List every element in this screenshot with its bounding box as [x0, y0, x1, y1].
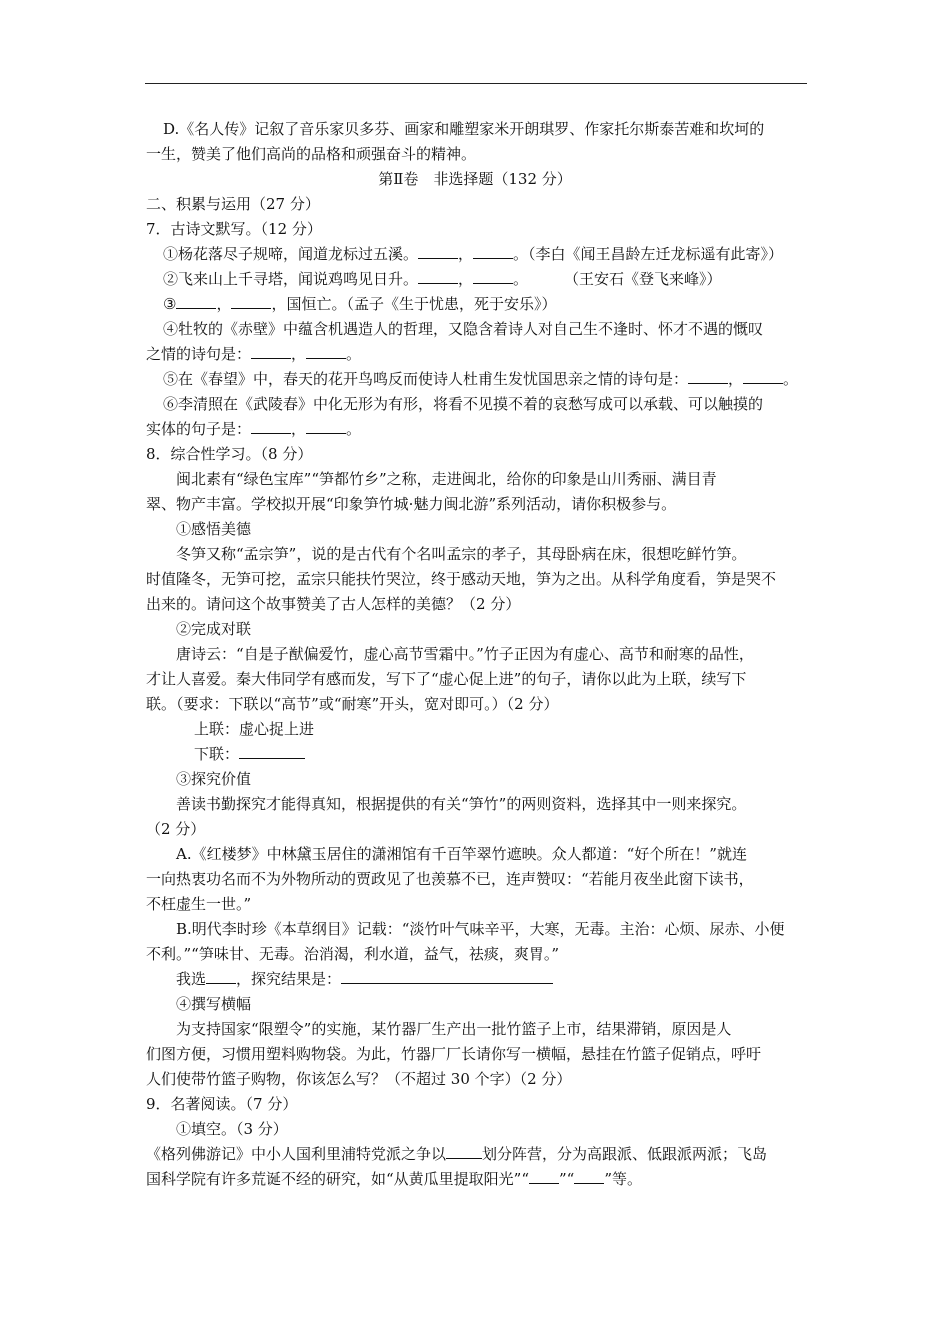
answer-blank[interactable]: [251, 344, 291, 359]
q9-text-part: 国科学院有许多荒诞不经的研究，如“从黄瓜里提取阳光”“: [146, 1170, 530, 1188]
material-a-3: 不枉虚生一世。”: [146, 895, 252, 913]
lower-couplet: [146, 742, 816, 767]
q8-sub-1-heading: ①感悟美德: [176, 520, 252, 538]
punct: ，: [216, 295, 232, 313]
answer-blank[interactable]: [574, 1169, 604, 1184]
q8-sub-2-text-2: 才让人喜爱。秦大伟同学有感而发，写下了“虚心促上进”的句子，请你以此为上联，续写下: [146, 670, 747, 688]
q7-item-1-source: 。（李白《闻王昌龄左迁龙标遥有此寄》）: [513, 245, 784, 263]
lower-couplet-label: 下联：: [194, 745, 240, 763]
question-8-heading: 8．综合性学习。（8 分）: [146, 445, 313, 463]
q8-sub-4-text-2: 们图方便，习惯用塑料购物袋。为此，竹器厂厂长请你写一横幅，悬挂在竹篮子促销点，呼吁: [146, 1045, 762, 1063]
punct: ，: [291, 420, 307, 438]
punct: 。: [346, 420, 362, 438]
punct: ，: [458, 270, 474, 288]
q7-item-2-text: ②飞来山上千寻塔，闻说鸡鸣见日升。: [163, 270, 419, 288]
answer-blank[interactable]: [743, 369, 783, 384]
q8-sub-4-text-3: 人们使带竹篮子购物，你该怎么写？（不超过 30 个字）（2 分）: [146, 1070, 572, 1088]
q8-sub-2-text-3: 联。（要求：下联以“高节”或“耐寒”开头，宽对即可。）（2 分）: [146, 695, 559, 713]
q8-intro-1: 闽北素有“绿色宝库”“笋都竹乡”之称，走进闽北，给你的印象是山川秀丽、满目青: [176, 470, 717, 488]
q9-sub-1-text-1: [146, 1142, 816, 1167]
q8-sub-4-heading: ④撰写横幅: [176, 995, 252, 1013]
answer-blank[interactable]: [306, 344, 346, 359]
punct: ，: [728, 370, 744, 388]
choice-label: 我选: [176, 970, 207, 988]
answer-blank[interactable]: [688, 369, 728, 384]
q8-sub-4-text-1: 为支持国家“限塑令”的实施，某竹器厂生产出一批竹篮子上市，结果滞销，原因是人: [176, 1020, 732, 1038]
option-d-line-1: D.《名人传》记叙了音乐家贝多芬、画家和雕塑家米开朗琪罗、作家托尔斯泰苦难和坎坷的: [163, 120, 765, 138]
answer-blank[interactable]: [239, 744, 305, 759]
q8-sub-1-text-3: 出来的。请问这个故事赞美了古人怎样的美德？（2 分）: [146, 595, 521, 613]
upper-couplet: 上联：虚心捉上进: [194, 720, 315, 738]
q9-text-part: 《格列佛游记》中小人国利里浦特党派之争以: [146, 1145, 447, 1163]
q9-sub-1-text-2: [146, 1167, 816, 1192]
q7-item-4-cont: [146, 342, 816, 367]
punct: ，: [291, 345, 307, 363]
q7-item-4: ④牡牧的《赤壁》中蕴含机遇造人的哲理，又隐含着诗人对自己生不逢时、怀才不遇的慨叹: [163, 320, 764, 338]
q9-text-part: ”等。: [604, 1170, 643, 1188]
q7-item-3: [146, 292, 816, 317]
answer-blank[interactable]: [206, 969, 236, 984]
punct: 。: [346, 345, 362, 363]
answer-blank[interactable]: [418, 269, 458, 284]
choice-line: [146, 967, 816, 992]
q8-sub-3-heading: ③探究价值: [176, 770, 252, 788]
q8-sub-2-heading: ②完成对联: [176, 620, 252, 638]
option-d-line-2: 一生，赞美了他们高尚的品格和顽强奋斗的精神。: [146, 145, 477, 163]
answer-blank[interactable]: [473, 244, 513, 259]
section-title: 第Ⅱ卷 非选择题（132 分）: [378, 170, 572, 188]
punct: ”“: [559, 1170, 575, 1188]
q8-sub-3-text-2: （2 分）: [146, 820, 206, 838]
answer-blank[interactable]: [473, 269, 513, 284]
q9-sub-1-heading: ①填空。（3 分）: [176, 1120, 288, 1138]
answer-blank[interactable]: [251, 419, 291, 434]
q7-item-1-text: ①杨花落尽子规啼，闻道龙标过五溪。: [163, 245, 419, 263]
header-rule: [145, 83, 807, 84]
material-b-2: 不利。”“笋味甘、无毒。治消渴，利水道，益气，祛痰，爽胃。”: [146, 945, 560, 963]
material-a-1: A.《红楼梦》中林黛玉居住的潇湘馆有千百竿翠竹遮映。众人都道：“好个所在！”就连: [176, 845, 747, 863]
q8-sub-3-text-1: 善读书勤探究才能得真知，根据提供的有关“笋竹”的两则资料，选择其中一则来探究。: [176, 795, 747, 813]
answer-blank[interactable]: [341, 969, 553, 984]
q8-sub-1-text-1: 冬笋又称“孟宗笋”，说的是古代有个名叫孟宗的孝子，其母卧病在床，很想吃鲜竹笋。: [176, 545, 747, 563]
q9-text-part: 划分阵营，分为高跟派、低跟派两派；飞岛: [482, 1145, 768, 1163]
question-9-heading: 9．名著阅读。（7 分）: [146, 1095, 298, 1113]
punct: 。: [783, 370, 799, 388]
q7-item-4-prompt: 之情的诗句是：: [146, 345, 252, 363]
q7-item-2: [146, 267, 816, 292]
item-marker: ③: [163, 295, 177, 313]
q7-item-3-text: ，国恒亡。（孟子《生于忧患，死于安乐》）: [271, 295, 557, 313]
q8-sub-1-text-2: 时值隆冬，无笋可挖，孟宗只能扶竹哭泣，终于感动天地，笋为之出。从科学角度看，笋是哭不: [146, 570, 777, 588]
answer-blank[interactable]: [306, 419, 346, 434]
part-heading: 二、积累与运用（27 分）: [146, 195, 320, 213]
q7-item-5: [146, 367, 816, 392]
answer-blank[interactable]: [176, 294, 216, 309]
result-label: ，探究结果是：: [236, 970, 342, 988]
answer-blank[interactable]: [529, 1169, 559, 1184]
question-7-heading: 7．古诗文默写。（12 分）: [146, 220, 322, 238]
q7-item-6-prompt: 实体的句子是：: [146, 420, 252, 438]
q7-item-1: [146, 242, 816, 267]
exam-page: [146, 117, 816, 1192]
material-a-2: 一向热衷功名而不为外物所动的贾政见了也羡慕不已，连声赞叹：“若能月夜坐此窗下读书，: [146, 870, 754, 888]
answer-blank[interactable]: [418, 244, 458, 259]
q7-item-5-text: ⑤在《春望》中，春天的花开鸟鸣反而使诗人杜甫生发忧国思亲之情的诗句是：: [163, 370, 689, 388]
q7-item-2-source: （王安石《登飞来峰》）: [564, 270, 722, 288]
answer-blank[interactable]: [446, 1144, 482, 1159]
q7-item-6-cont: [146, 417, 816, 442]
punct: 。: [513, 270, 529, 288]
answer-blank[interactable]: [231, 294, 271, 309]
q8-sub-2-text-1: 唐诗云：“自是子猷偏爱竹，虚心高节雪霜中。”竹子正因为有虚心、高节和耐寒的品性，: [176, 645, 754, 663]
q8-intro-2: 翠、物产丰富。学校拟开展“印象笋竹城·魅力闽北游”系列活动，请你积极参与。: [146, 495, 677, 513]
q7-item-6: ⑥李清照在《武陵春》中化无形为有形，将看不见摸不着的哀愁写成可以承载、可以触摸的: [163, 395, 764, 413]
punct: ，: [458, 245, 474, 263]
material-b-1: B.明代李时珍《本草纲目》记载：“淡竹叶气味辛平，大寒，无毒。主治：心烦、尿赤、小便: [176, 920, 785, 938]
